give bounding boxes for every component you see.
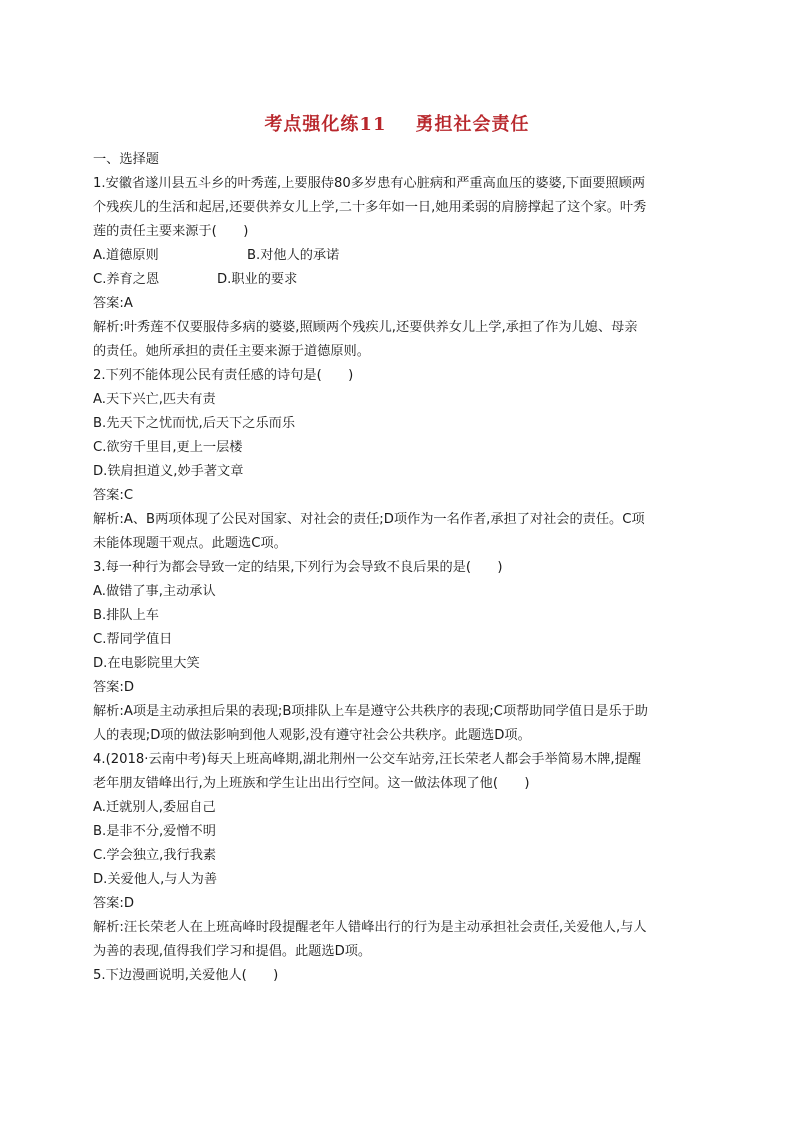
question-5-stem: 5.下边漫画说明,关爱他人( ) (93, 968, 279, 983)
question-1-analysis-line-1: 解析:叶秀莲不仅要服侍多病的婆婆,照顾两个残疾儿,还要供养女儿上学,承担了作为儿媳、母亲 (93, 320, 638, 335)
question-3-analysis-line-1: 解析:A项是主动承担后果的表现;B项排队上车是遵守公共秩序的表现;C项帮助同学值日是乐于助 (93, 704, 648, 719)
question-2-stem: 2.下列不能体现公民有责任感的诗句是( ) (93, 368, 354, 383)
question-4-option-b: B.是非不分,爱憎不明 (93, 824, 216, 839)
question-2-option-c: C.欲穷千里目,更上一层楼 (93, 440, 243, 455)
page-title: 考点强化练11 勇担社会责任 (264, 114, 530, 135)
question-3-analysis-line-2: 人的表现;D项的做法影响到他人观影,没有遵守社会公共秩序。此题选D项。 (93, 728, 531, 743)
question-3-option-a: A.做错了事,主动承认 (93, 584, 216, 599)
question-2-answer: 答案:C (93, 488, 134, 503)
question-1-option-b: B.对他人的承诺 (247, 248, 340, 263)
question-1-stem-line-3: 莲的责任主要来源于( ) (93, 224, 249, 239)
question-2-option-b: B.先天下之忧而忧,后天下之乐而乐 (93, 416, 296, 431)
question-1-option-d: D.职业的要求 (217, 272, 298, 287)
question-1-option-a: A.道德原则 (93, 248, 159, 263)
question-1-analysis-line-2: 的责任。她所承担的责任主要来源于道德原则。 (93, 344, 370, 359)
question-4-analysis-line-1: 解析:汪长荣老人在上班高峰时段提醒老年人错峰出行的行为是主动承担社会责任,关爱他人,与人 (93, 920, 647, 935)
question-1-answer: 答案:A (93, 296, 133, 311)
question-list (93, 148, 703, 988)
question-4-answer: 答案:D (93, 896, 134, 911)
section-heading: 一、选择题 (93, 152, 159, 167)
question-4-stem-line-2: 老年朋友错峰出行,为上班族和学生让出出行空间。这一做法体现了他( ) (93, 776, 530, 791)
question-3-option-d: D.在电影院里大笑 (93, 656, 200, 671)
question-2-option-a: A.天下兴亡,匹夫有责 (93, 392, 216, 407)
question-3-stem: 3.每一种行为都会导致一定的结果,下列行为会导致不良后果的是( ) (93, 560, 503, 575)
question-3-answer: 答案:D (93, 680, 134, 695)
question-1-option-c: C.养育之恩 (93, 272, 160, 287)
question-1-options-row-1 (93, 244, 703, 268)
question-4-stem-line-1: 4.(2018·云南中考)每天上班高峰期,湖北荆州一公交车站旁,汪长荣老人都会手举简易木牌,提醒 (93, 752, 641, 767)
question-4-option-d: D.关爱他人,与人为善 (93, 872, 218, 887)
question-2-analysis-line-1: 解析:A、B两项体现了公民对国家、对社会的责任;D项作为一名作者,承担了对社会的责任。C项 (93, 512, 645, 527)
question-2-analysis-line-2: 未能体现题干观点。此题选C项。 (93, 536, 287, 551)
question-1-stem-line-1: 1.安徽省遂川县五斗乡的叶秀莲,上要服侍80多岁患有心脏病和严重高血压的婆婆,下面要照顾两 (93, 176, 646, 191)
question-1-options-row-2 (93, 268, 703, 292)
question-4-option-c: C.学会独立,我行我素 (93, 848, 217, 863)
question-2-option-d: D.铁肩担道义,妙手著文章 (93, 464, 244, 479)
question-1-stem-line-2: 个残疾儿的生活和起居,还要供养女儿上学,二十多年如一日,她用柔弱的肩膀撑起了这个家。叶秀 (93, 200, 647, 215)
question-3-option-c: C.帮同学值日 (93, 632, 173, 647)
question-4-analysis-line-2: 为善的表现,值得我们学习和提倡。此题选D项。 (93, 944, 372, 959)
question-3-option-b: B.排队上车 (93, 608, 159, 623)
question-4-option-a: A.迁就别人,委屈自己 (93, 800, 216, 815)
